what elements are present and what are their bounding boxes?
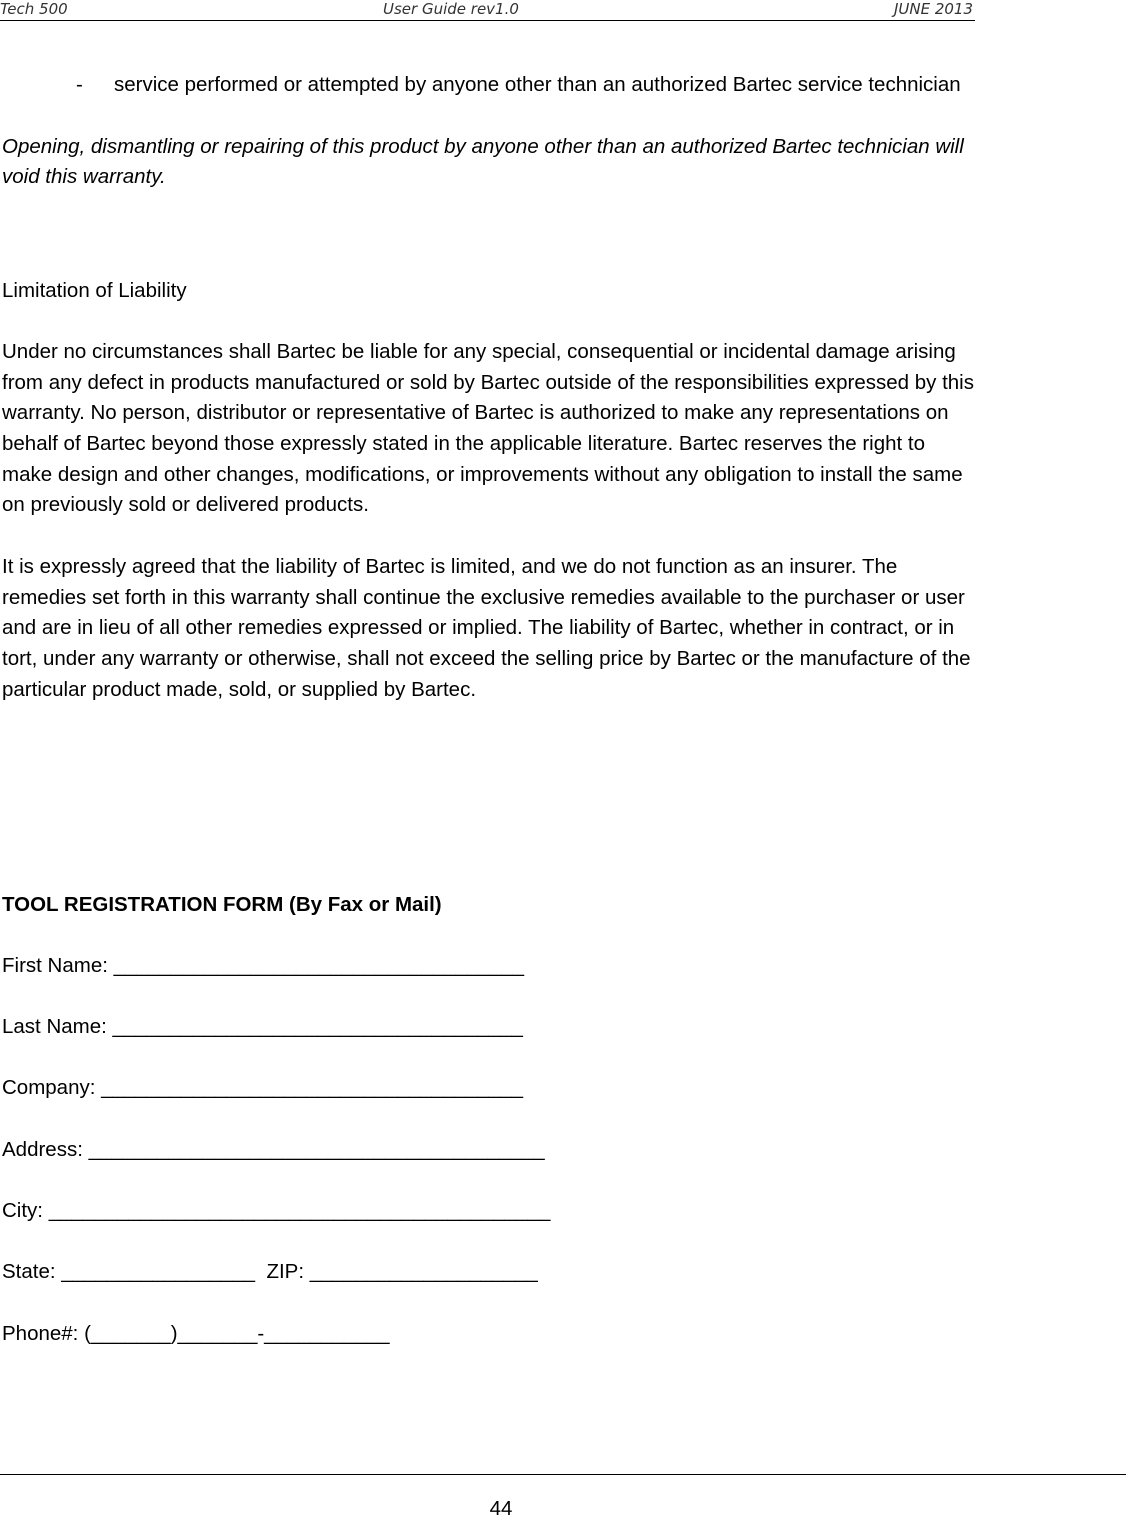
page-number: 44 xyxy=(489,1497,513,1520)
header-doc-title: User Guide rev1.0 xyxy=(383,0,519,18)
address-field[interactable]: Address: ________________________________________ xyxy=(2,1137,545,1161)
warranty-void-note: Opening, dismantling or repairing of this product by anyone other than an authorized Bartec technician will void this warranty. xyxy=(2,134,964,189)
footer-divider xyxy=(0,1474,1126,1475)
page-body xyxy=(2,70,974,1349)
liability-paragraph-1: Under no circumstances shall Bartec be liable for any special, consequential or incidental damage arising from any defect in products manufactured or sold by Bartec outside of the responsibilities expressed by this warranty. No person, distributor or representative of Bartec is authorized to make any representations on behalf of Bartec beyond those expressly stated in the applicable literature. Bartec reserves the right to make design and other changes, modifications, or improvements without any obligation to install the same on previously sold or delivered products. xyxy=(2,339,974,517)
registration-form-title: TOOL REGISTRATION FORM (By Fax or Mail) xyxy=(2,892,442,916)
warranty-exclusion-item xyxy=(76,70,974,101)
state-zip-field[interactable]: State: _________________ ZIP: ____________________ xyxy=(2,1260,538,1284)
first-name-field[interactable]: First Name: ____________________________________ xyxy=(2,953,525,977)
bullet-text: service performed or attempted by anyone other than an authorized Bartec service technician xyxy=(114,73,961,96)
company-field[interactable]: Company: _____________________________________ xyxy=(2,1076,523,1100)
liability-paragraph-2: It is expressly agreed that the liability of Bartec is limited, and we do not function as an insurer. The remedies set forth in this warranty shall continue the exclusive remedies available to the purchaser or user and are in lieu of all other remedies expressed or implied. The liability of Bartec, whether in contract, or in tort, under any warranty or otherwise, shall not exceed the selling price by Bartec or the manufacture of the particular product made, sold, or supplied by Bartec. xyxy=(2,555,971,701)
phone-field[interactable]: Phone#: (_______)_______-___________ xyxy=(2,1321,390,1345)
header-date: JUNE 2013 xyxy=(893,0,973,18)
liability-heading: Limitation of Liability xyxy=(2,279,187,303)
bullet-dash: - xyxy=(76,73,83,96)
page-header xyxy=(0,0,975,21)
city-field[interactable]: City: ____________________________________________ xyxy=(2,1199,551,1223)
last-name-field[interactable]: Last Name: ____________________________________ xyxy=(2,1015,523,1039)
header-product: Tech 500 xyxy=(0,0,68,18)
